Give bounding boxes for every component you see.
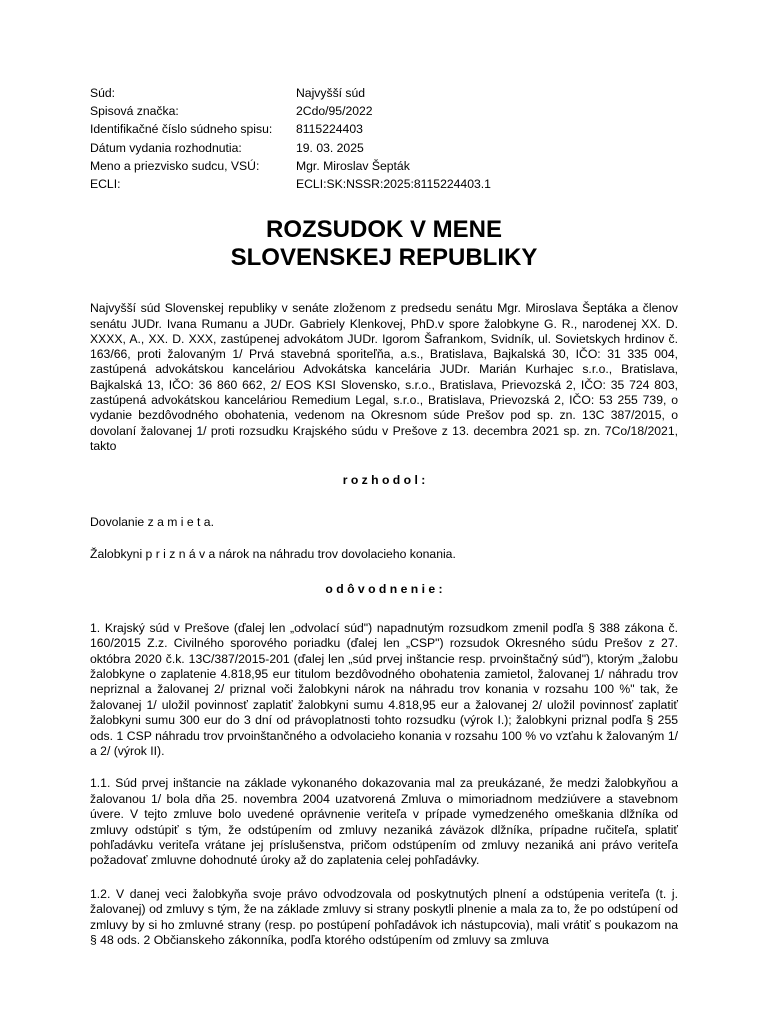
meta-value: 8115224403	[296, 122, 363, 137]
meta-row-ecli	[90, 175, 678, 193]
paragraph-1-1: 1.1. Súd prvej inštancie na základe vykonaného dokazovania mal za preukázané, že medzi žalobkyňou a žalovanou 1/ bola dňa 25. novembra 2004 uzatvorená Zmluva o mimoriadnom medziúvere a stavebnom úvere. V tejto zmluve bolo uvedené oprávnenie veriteľa v prípade vymedzeného omeškania dlžníka od zmluvy odstúpiť s tým, že odstúpením od zmluvy nezaniká záväzok dlžníka, prípadne ručiteľa, splatiť pohľadávku veriteľa vrátane jej príslušenstva, pričom odstúpením od zmluvy nezaniká ani právo veriteľa požadovať zmluvne dohodnuté úroky až do zaplatenia celej pohľadávky.	[90, 776, 678, 868]
meta-label: Súd:	[90, 86, 116, 100]
meta-value: 2Cdo/95/2022	[296, 104, 373, 119]
paragraph-1-2: 1.2. V danej veci žalobkyňa svoje právo odvodzovala od poskytnutých plnení a odstúpenia veriteľa (t. j. žalovanej) od zmluvy s tým, že na základe zmluvy si strany poskytli plnenie a mala za to, že po odstúpení od zmluvy by si ho zmluvné strany (resp. po postúpení pohľadávok ich nástupcovia), mali vrátiť s poukazom na § 48 ods. 2 Občianskeho zákonníka, podľa ktorého odstúpením od zmluvy sa zmluva	[90, 886, 678, 948]
decision-dismissal: Dovolanie z a m i e t a.	[90, 515, 214, 530]
case-metadata	[90, 84, 678, 193]
meta-value: 19. 03. 2025	[296, 140, 364, 155]
meta-row-court	[90, 84, 678, 102]
meta-value: ECLI:SK:NSSR:2025:8115224403.1	[296, 177, 491, 192]
meta-label: Identifikačné číslo súdneho spisu:	[90, 122, 273, 137]
decision-costs: Žalobkyni p r i z n á v a nárok na náhradu trov dovolacieho konania.	[90, 547, 456, 562]
meta-row-judge	[90, 157, 678, 175]
paragraph-1: 1. Krajský súd v Prešove (ďalej len „odvolací súd") napadnutým rozsudkom zmenil podľa § 388 zákona č. 160/2015 Z.z. Civilného sporového poriadku (ďalej len „CSP") rozsudok Okresného súdu Prešov z 27. októbra 2020 č.k. 13C/387/2015-201 (ďalej len „súd prvej inštancie resp. prvoinštačný súd"), ktorým „žalobu žalobkyne o zaplatenie 4.818,95 eur titulom bezdôvodného obohatenia zamietol, žalovanej 1/ náhradu trov nepriznal a žalovanej 2/ priznal voči žalobkyni nárok na náhradu trov konania v rozsahu 100 %" tak, že žalovanej 1/ uložil povinnosť zaplatiť žalobkyni sumu 4.818,95 eur a žalovanej 2/ uložil povinnosť zaplatiť žalobkyni sumu 300 eur do 3 dní od právoplatnosti tohto rozsudku (výrok I.); žalobkyni priznal podľa § 255 ods. 1 CSP náhradu trov prvoinštančného a odvolacieho konania v rozsahu 100 % vo vzťahu k žalovaným 1/ a 2/ (výrok II).	[90, 620, 678, 759]
judgment-title	[90, 216, 678, 272]
meta-row-decision-date	[90, 139, 678, 157]
meta-label: Meno a priezvisko sudcu, VSÚ:	[90, 158, 260, 173]
title-line-1: ROZSUDOK V MENE	[265, 216, 502, 244]
intro-paragraph: Najvyšší súd Slovenskej republiky v senáte zloženom z predsedu senátu Mgr. Miroslava Šeptáka a členov senátu JUDr. Ivana Rumanu a JUDr. Gabriely Klenkovej, PhD.v spore žalobkyne G. R., narodenej XX. D. XXXX, A., XX. D. XXX, zastúpenej advokátom JUDr. Igorom Šafrankom, Svidník, ul. Sovietskych hrdinov č. 163/66, proti žalovaným 1/ Prvá stavebná sporiteľňa, a.s., Bratislava, Bajkalská 30, IČO: 31 335 004, zastúpená advokátskou kanceláriou Advokátska kancelária JUDr. Marián Kurhajec s.r.o., Bratislava, Bajkalská 13, IČO: 36 860 662, 2/ EOS KSI Slovensko, s.r.o., Bratislava, Prievozská 2, IČO: 35 724 803, zastúpená advokátskou kanceláriou Remedium Legal, s.r.o., Bratislava, Prievozská 2, IČO: 53 255 739, o vydanie bezdôvodného obohatenia, vedenom na Okresnom súde Prešov pod sp. zn. 13C 387/2015, o dovolaní žalovanej 1/ proti rozsudku Krajského súdu v Prešove z 13. decembra 2021 sp. zn. 7Co/18/2021, takto	[90, 301, 678, 453]
rozhodol-heading: r o z h o d o l :	[342, 473, 426, 488]
meta-value: Najvyšší súd	[296, 86, 366, 100]
meta-row-file-mark	[90, 102, 678, 120]
meta-label: Spisová značka:	[90, 104, 179, 119]
odovodnenie-heading: o d ô v o d n e n i e :	[325, 581, 443, 596]
meta-label: ECLI:	[90, 177, 121, 192]
meta-value: Mgr. Miroslav Šepták	[296, 158, 410, 173]
meta-row-file-id	[90, 120, 678, 138]
meta-label: Dátum vydania rozhodnutia:	[90, 140, 242, 155]
title-line-2: SLOVENSKEJ REPUBLIKY	[230, 244, 538, 272]
